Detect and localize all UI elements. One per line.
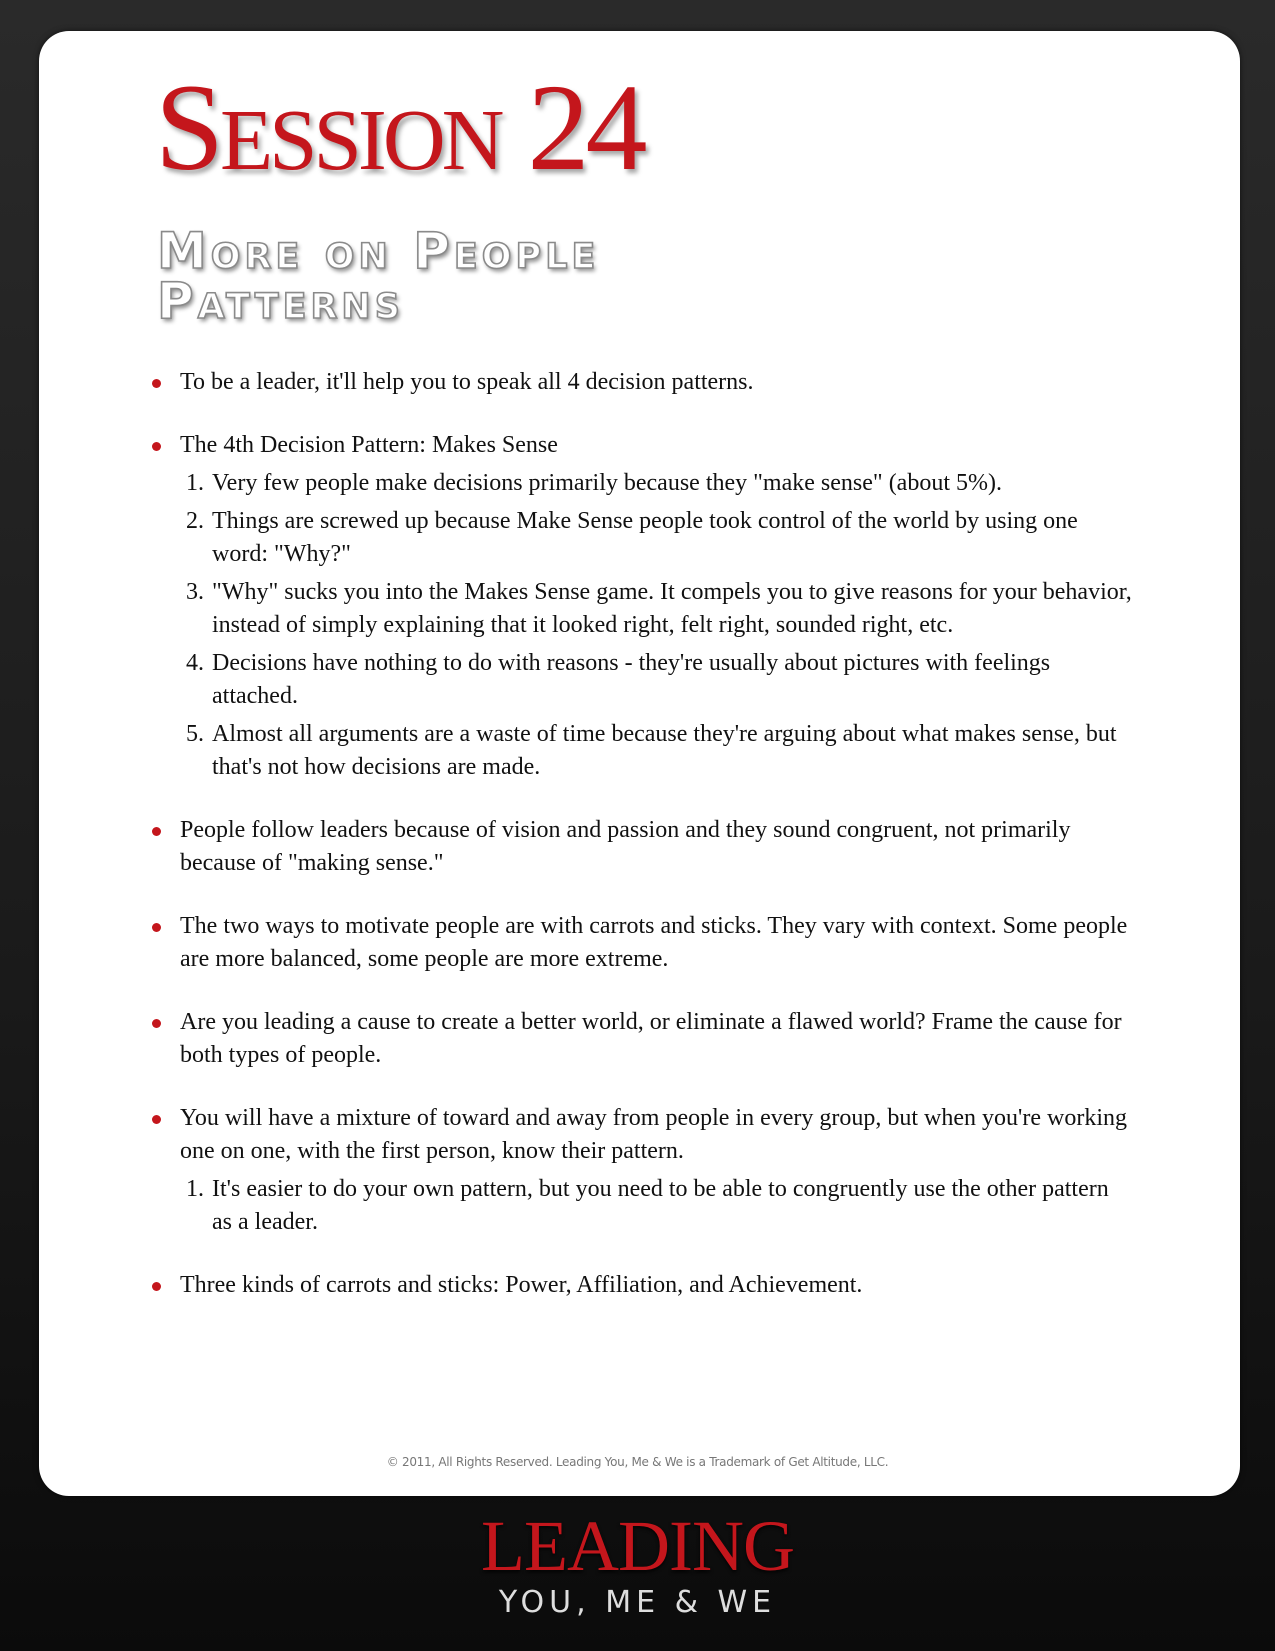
bullet-text: The two ways to motivate people are with carrots and sticks. They vary with context. Some people are more balanced, some people are more extreme. — [180, 913, 1128, 972]
numbered-item: 4. Decisions have nothing to do with reasons - they're usually about pictures with feelings attached. — [210, 647, 1132, 713]
numbered-sublist — [180, 1173, 1132, 1239]
bullet-dot-icon — [152, 1115, 161, 1124]
bullet-dot-icon — [152, 442, 161, 451]
numbered-item: 5. Almost all arguments are a waste of time because they're arguing about what makes sense, but that's not how decisions are made. — [210, 718, 1132, 784]
session-subtitle: More on People Patterns — [157, 222, 600, 330]
bullet-text: The 4th Decision Pattern: Makes Sense — [180, 432, 558, 458]
bullet-text: You will have a mixture of toward and away from people in every group, but when you're working one on one, with the first person, know their pattern. — [180, 1105, 1127, 1164]
numbered-sublist — [180, 467, 1132, 784]
bullet-item — [152, 1102, 1132, 1239]
bullet-text: People follow leaders because of vision and passion and they sound congruent, not primarily because of "making sense." — [180, 817, 1071, 876]
bullet-item — [152, 1006, 1132, 1072]
session-title: Session 24 — [155, 59, 644, 196]
numbered-item: 3. "Why" sucks you into the Makes Sense game. It compels you to give reasons for your behavior, instead of simply explaining that it looked right, felt right, sounded right, etc. — [210, 576, 1132, 642]
bullet-item — [152, 366, 1132, 399]
bullet-item — [152, 429, 1132, 784]
numbered-item: 1. It's easier to do your own pattern, but you need to be able to congruently use the other pattern as a leader. — [210, 1173, 1132, 1239]
brand-logo — [0, 1506, 1275, 1620]
logo-sub-text: YOU, ME & WE — [498, 1585, 777, 1620]
bullet-item — [152, 1269, 1132, 1302]
bullet-text: To be a leader, it'll help you to speak all 4 decision patterns. — [180, 369, 754, 395]
logo-main-text: LEADING — [481, 1506, 794, 1586]
numbered-item: 1. Very few people make decisions primarily because they "make sense" (about 5%). — [210, 467, 1132, 500]
bullet-item — [152, 814, 1132, 880]
bullet-dot-icon — [152, 827, 161, 836]
bullet-text: Are you leading a cause to create a better world, or eliminate a flawed world? Frame the cause for both types of people. — [180, 1009, 1122, 1068]
bullet-dot-icon — [152, 1282, 161, 1291]
numbered-item: 2. Things are screwed up because Make Sense people took control of the world by using one word: "Why?" — [210, 505, 1132, 571]
bullet-list — [152, 366, 1132, 1332]
bullet-dot-icon — [152, 923, 161, 932]
copyright-notice: © 2011, All Rights Reserved. Leading You, Me & We is a Trademark of Get Altitude, LLC. — [386, 1455, 889, 1469]
bullet-dot-icon — [152, 1019, 161, 1028]
bullet-dot-icon — [152, 379, 161, 388]
bullet-item — [152, 910, 1132, 976]
bullet-text: Three kinds of carrots and sticks: Power, Affiliation, and Achievement. — [180, 1272, 863, 1298]
